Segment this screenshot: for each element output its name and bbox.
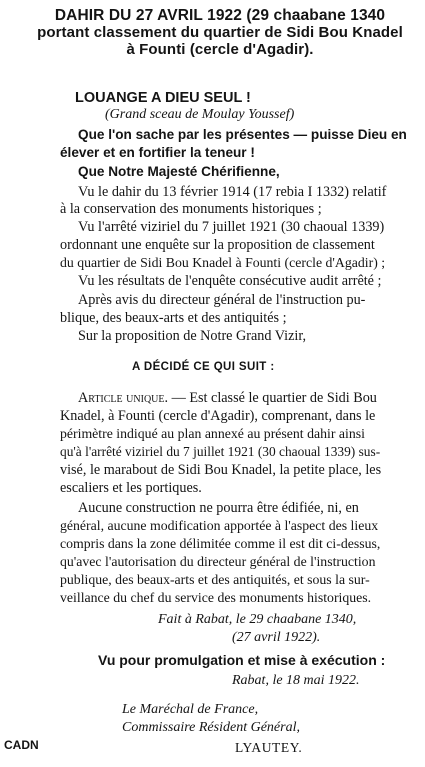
done-at-line-2: (27 avril 1922).	[232, 630, 321, 645]
consideration-line: du quartier de Sidi Bou Knadel à Founti (cercle d'Agadir) ;	[60, 255, 386, 270]
consideration-line: Vu l'arrêté viziriel du 7 juillet 1921 (30 chaoual 1339)	[78, 219, 385, 235]
dahir-header	[30, 7, 410, 58]
done-at-line-1: Fait à Rabat, le 29 chaabane 1340,	[158, 612, 357, 627]
signature-title-1: Le Maréchal de France,	[122, 702, 259, 717]
rabat-date: Rabat, le 18 mai 1922.	[232, 673, 360, 688]
construction-line: veillance du chef du service des monuments historiques.	[60, 590, 372, 605]
consideration-line: Sur la proposition de Notre Grand Vizir,	[78, 328, 307, 344]
article-line: visé, le marabout de Sidi Bou Knadel, la petite place, les	[60, 462, 382, 478]
consideration-line: ordonnant une enquête sur la proposition de classement	[60, 237, 375, 253]
header-line-2: portant classement du quartier de Sidi Bou Knadel	[37, 24, 403, 41]
article-line: escaliers et les portiques.	[60, 480, 202, 496]
article-label: Article unique.	[78, 390, 169, 406]
construction-line: publique, des beaux-arts et des antiquités, et sous la sur-	[60, 572, 370, 587]
article-line: qu'à l'arrêté viziriel du 7 juillet 1921 (30 chaoual 1339) sus-	[60, 444, 381, 459]
consideration-line: Vu les résultats de l'enquête consécutive audit arrêté ;	[78, 273, 382, 289]
preamble-line-3: Que Notre Majesté Chérifienne,	[78, 164, 280, 179]
construction-line: compris dans la zone délimitée comme il est dit ci-dessus,	[60, 536, 381, 551]
preamble-line-1: Que l'on sache par les présentes — puisse Dieu en	[78, 127, 407, 142]
construction-line: qu'avec l'autorisation du directeur général de l'instruction	[60, 554, 376, 569]
header-line-1: DAHIR DU 27 AVRIL 1922 (29 chaabane 1340	[54, 7, 386, 24]
consideration-line: à la conservation des monuments historiques ;	[60, 201, 322, 217]
praise-heading: LOUANGE A DIEU SEUL !	[75, 90, 251, 106]
seal-note: (Grand sceau de Moulay Youssef)	[105, 107, 295, 122]
article-line: périmètre indiqué au plan annexé au présent dahir ainsi	[60, 426, 365, 441]
construction-line: Aucune construction ne pourra être édifiée, ni, en	[78, 500, 359, 516]
preamble-line-2: élever et en fortifier la teneur !	[60, 145, 255, 160]
archive-watermark: CADN	[4, 738, 39, 752]
article-line: Knadel, à Founti (cercle d'Agadir), comprenant, dans le	[60, 408, 376, 424]
promulgation-line: Vu pour promulgation et mise à exécution :	[98, 652, 386, 668]
article-text: — Est classé le quartier de Sidi Bou	[168, 390, 377, 406]
consideration-line: blique, des beaux-arts et des antiquités ;	[60, 310, 287, 326]
signature-name: LYAUTEY.	[235, 740, 303, 755]
construction-line: général, aucune modification apportée à l'aspect des lieux	[60, 518, 379, 533]
header-line-3: à Founti (cercle d'Agadir).	[126, 41, 314, 58]
article-first-line	[78, 389, 377, 407]
consideration-line: Après avis du directeur général de l'instruction pu-	[78, 292, 366, 308]
signature-title-2: Commissaire Résident Général,	[122, 720, 300, 735]
consideration-line: Vu le dahir du 13 février 1914 (17 rebia I 1332) relatif	[78, 184, 387, 200]
decided-heading: A DÉCIDÉ CE QUI SUIT :	[132, 361, 275, 373]
